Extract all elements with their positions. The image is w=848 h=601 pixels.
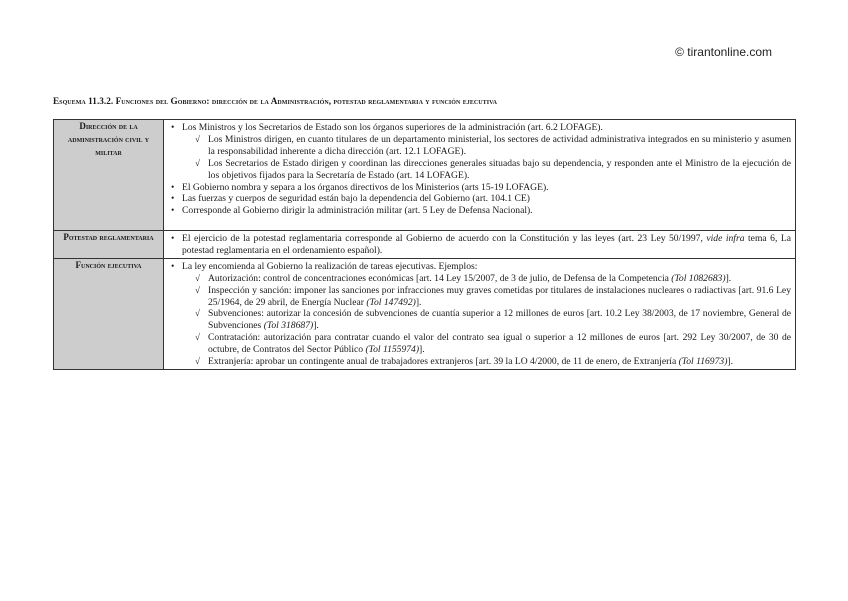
list-item: • Las fuerzas y cuerpos de seguridad están bajo la dependencia del Gobierno (art. 104.1 CE): [170, 193, 791, 205]
latin-reference: vide infra: [706, 233, 745, 244]
list-item: [182, 273, 791, 285]
bullet-list: [170, 261, 791, 368]
table-row: [54, 120, 796, 231]
item-tail: ].: [419, 344, 425, 356]
list-item: √ Los Secretarios de Estado dirigen y coordinan las direcciones generales situadas bajo su dependencia, y responden ante el Ministro de la ejecución de los objetivos fijados para la Secretaría de Estado (art. 14 LOFAGE).: [182, 158, 791, 182]
scheme-caption: Esquema 11.3.2. Funciones del Gobierno: dirección de la Administración, potestad reglamentaria y función ejecutiva: [53, 96, 498, 106]
table-row: [54, 258, 796, 369]
list-item: [170, 261, 791, 368]
copyright-notice: © tirantonline.com: [675, 45, 772, 59]
item-tail: ].: [415, 296, 422, 308]
item-text: Autorización: control de concentraciones económicas [art. 14 Ley 15/2007, de 3 de julio, de Defensa de la Competencia: [208, 272, 672, 284]
list-item: [182, 308, 791, 332]
row-content: [164, 231, 796, 259]
tol-reference: (Tol 116973): [678, 356, 728, 368]
tol-reference: (Tol 318687): [263, 320, 314, 332]
list-item: [182, 332, 791, 356]
scheme-table: [53, 119, 796, 370]
row-label: Potestad reglamentaria: [54, 231, 164, 259]
tol-reference: (Tol 1082683): [671, 272, 726, 284]
item-text: Extranjería: aprobar un contingente anual de trabajadores extranjeros [art. 39 la LO 4/2000, de 11 de enero, de Extranjería: [208, 356, 679, 368]
item-tail: ].: [313, 320, 319, 332]
tol-reference: (Tol 147492): [366, 296, 416, 308]
tol-reference: (Tol 1155974): [365, 344, 420, 356]
row-content: [164, 120, 796, 231]
bullet-list: [170, 122, 791, 217]
list-item: • Corresponde al Gobierno dirigir la administración militar (art. 5 Ley de Defensa Nacional).: [170, 205, 791, 217]
list-item: [170, 122, 791, 182]
item-tail: ].: [725, 272, 732, 284]
item-text: Los Ministros y los Secretarios de Estado son los órganos superiores de la administración (art. 6.2 LOFAGE).: [182, 122, 603, 133]
table-row: [54, 231, 796, 259]
list-item: [182, 285, 791, 309]
item-text: Subvenciones: autorizar la concesión de subvenciones de cuantía superior a 12 millones de euros [art. 10.2 Ley 38/2003, de 17 noviembre, General de Subvenciones: [208, 308, 791, 332]
check-list: [182, 273, 791, 368]
list-item: [170, 233, 791, 257]
item-text: La ley encomienda al Gobierno la realización de tareas ejecutivas. Ejemplos:: [182, 260, 478, 272]
item-tail: ].: [727, 356, 733, 368]
bullet-list: [170, 233, 791, 257]
list-item: • El Gobierno nombra y separa a los órganos directivos de los Ministerios (arts 15-19 LOFAGE).: [170, 182, 791, 194]
row-label: Dirección de la administración civil y militar: [54, 120, 164, 231]
item-text: El ejercicio de la potestad reglamentaria corresponde al Gobierno de acuerdo con la Constitución y las leyes (art. 23 Ley 50/1997,: [182, 233, 707, 244]
item-text: tema 6, La potestad reglamentaria en el ordenamiento español).: [182, 233, 791, 256]
list-item: [182, 356, 791, 368]
item-text: Contratación: autorización para contratar cuando el valor del contrato sea igual o superior a 12 millones de euros [art. 292 Ley 30/2007, de 30 de octubre, de Contratos del Sector Público: [208, 332, 791, 356]
check-list: [182, 134, 791, 182]
item-text: Inspección y sanción: imponer las sanciones por infracciones muy graves cometidas por titulares de instalaciones nucleares o radiactivas [art. 91.6 Ley 25/1964, de 29 abril, de Energía Nuclear: [208, 284, 791, 308]
row-content: [164, 258, 796, 369]
row-label: Función ejecutiva: [54, 258, 164, 369]
list-item: √ Los Ministros dirigen, en cuanto titulares de un departamento ministerial, los sectores de actividad administrativa integrados en su ministerio y asumen la responsabilidad inherente a dicha dirección (art. 12.1 LOFAGE).: [182, 134, 791, 158]
